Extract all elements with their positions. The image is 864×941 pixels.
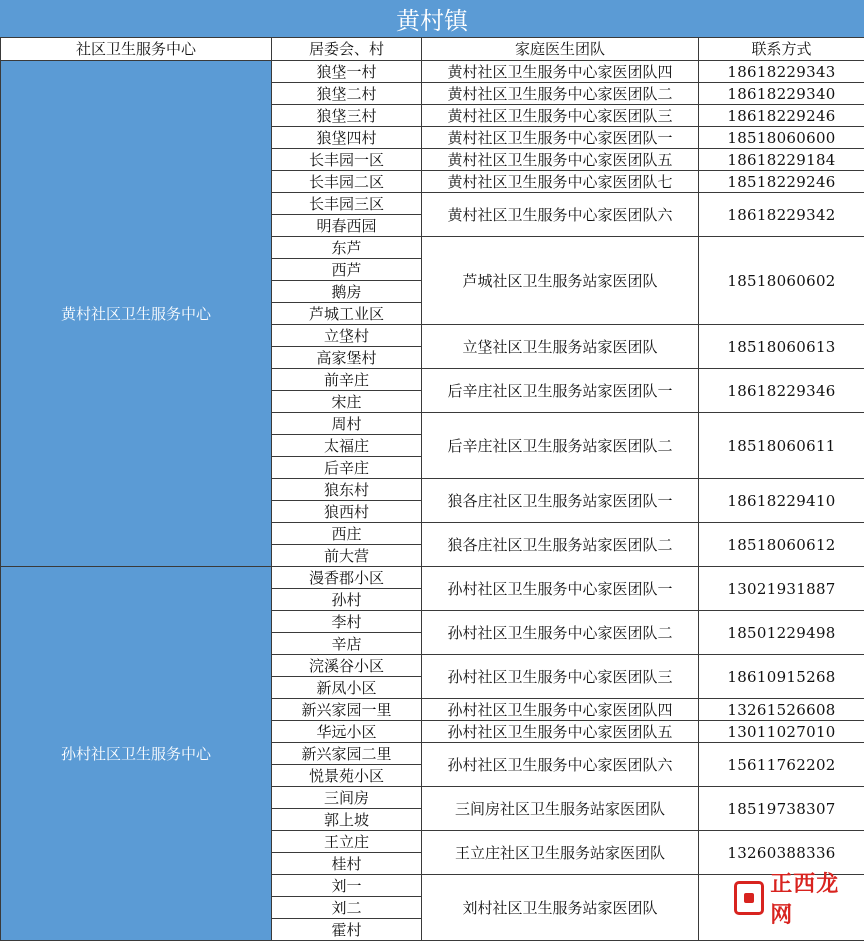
- team-cell: 后辛庄社区卫生服务站家医团队一: [422, 369, 699, 413]
- phone-cell: 13261526608: [699, 699, 864, 721]
- village-cell: 鹅房: [272, 281, 422, 303]
- village-cell: 明春西园: [272, 215, 422, 237]
- village-cell: 刘一: [272, 875, 422, 897]
- village-cell: 刘二: [272, 897, 422, 919]
- phone-cell: 18610915268: [699, 655, 864, 699]
- village-cell: 新凤小区: [272, 677, 422, 699]
- village-cell: 桂村: [272, 853, 422, 875]
- phone-cell: 13260388336: [699, 831, 864, 875]
- team-cell: 芦城社区卫生服务站家医团队: [422, 237, 699, 325]
- village-cell: 狼垡一村: [272, 61, 422, 83]
- team-cell: 黄村社区卫生服务中心家医团队七: [422, 171, 699, 193]
- village-cell: 高家堡村: [272, 347, 422, 369]
- phone-cell: 18618229184: [699, 149, 864, 171]
- team-cell: 王立庄社区卫生服务站家医团队: [422, 831, 699, 875]
- team-cell: 黄村社区卫生服务中心家医团队四: [422, 61, 699, 83]
- phone-cell: 18618229340: [699, 83, 864, 105]
- phone-cell: 18518060602: [699, 237, 864, 325]
- phone-cell: 18519738307: [699, 787, 864, 831]
- watermark-text: 正西龙网: [770, 867, 850, 929]
- table-row: [1, 61, 864, 83]
- team-cell: 狼各庄社区卫生服务站家医团队一: [422, 479, 699, 523]
- village-cell: 长丰园三区: [272, 193, 422, 215]
- phone-cell: 18618229346: [699, 369, 864, 413]
- team-cell: 黄村社区卫生服务中心家医团队六: [422, 193, 699, 237]
- village-cell: 宋庄: [272, 391, 422, 413]
- village-cell: 西庄: [272, 523, 422, 545]
- logo-box-icon: [734, 881, 764, 915]
- center-name-cell: 孙村社区卫生服务中心: [1, 567, 272, 941]
- village-cell: 三间房: [272, 787, 422, 809]
- team-cell: 后辛庄社区卫生服务站家医团队二: [422, 413, 699, 479]
- col-header-center: 社区卫生服务中心: [1, 38, 272, 61]
- table-row: [1, 567, 864, 589]
- phone-cell: 18518060612: [699, 523, 864, 567]
- team-cell: 刘村社区卫生服务站家医团队: [422, 875, 699, 941]
- village-cell: 长丰园二区: [272, 171, 422, 193]
- phone-cell: 18618229343: [699, 61, 864, 83]
- village-cell: 西芦: [272, 259, 422, 281]
- village-cell: 郭上坡: [272, 809, 422, 831]
- phone-cell: 13011027010: [699, 721, 864, 743]
- village-cell: 辛店: [272, 633, 422, 655]
- team-cell: 黄村社区卫生服务中心家医团队三: [422, 105, 699, 127]
- phone-cell: 18501229498: [699, 611, 864, 655]
- phone-cell: 18618229246: [699, 105, 864, 127]
- watermark-logo: [734, 878, 850, 918]
- village-cell: 狼垡四村: [272, 127, 422, 149]
- team-cell: 狼各庄社区卫生服务站家医团队二: [422, 523, 699, 567]
- village-cell: 浣溪谷小区: [272, 655, 422, 677]
- village-cell: 李村: [272, 611, 422, 633]
- phone-cell: 18618229410: [699, 479, 864, 523]
- village-cell: 新兴家园一里: [272, 699, 422, 721]
- village-cell: 王立庄: [272, 831, 422, 853]
- col-header-team: 家庭医生团队: [422, 38, 699, 61]
- service-table: [0, 37, 864, 941]
- team-cell: 孙村社区卫生服务中心家医团队四: [422, 699, 699, 721]
- village-cell: 太福庄: [272, 435, 422, 457]
- village-cell: 华远小区: [272, 721, 422, 743]
- team-cell: 黄村社区卫生服务中心家医团队五: [422, 149, 699, 171]
- village-cell: 狼垡三村: [272, 105, 422, 127]
- village-cell: 新兴家园二里: [272, 743, 422, 765]
- village-cell: 狼东村: [272, 479, 422, 501]
- village-cell: 周村: [272, 413, 422, 435]
- village-cell: 前大营: [272, 545, 422, 567]
- phone-cell: 18518060611: [699, 413, 864, 479]
- team-cell: 孙村社区卫生服务中心家医团队二: [422, 611, 699, 655]
- village-cell: 悦景苑小区: [272, 765, 422, 787]
- phone-cell: 18618229342: [699, 193, 864, 237]
- village-cell: 长丰园一区: [272, 149, 422, 171]
- village-cell: 东芦: [272, 237, 422, 259]
- village-cell: 狼西村: [272, 501, 422, 523]
- team-cell: 立垡社区卫生服务站家医团队: [422, 325, 699, 369]
- village-cell: 漫香郡小区: [272, 567, 422, 589]
- team-cell: 黄村社区卫生服务中心家医团队二: [422, 83, 699, 105]
- col-header-phone: 联系方式: [699, 38, 864, 61]
- village-cell: 孙村: [272, 589, 422, 611]
- team-cell: 三间房社区卫生服务站家医团队: [422, 787, 699, 831]
- phone-cell: 18518060613: [699, 325, 864, 369]
- village-cell: 狼垡二村: [272, 83, 422, 105]
- village-cell: 霍村: [272, 919, 422, 941]
- col-header-village: 居委会、村: [272, 38, 422, 61]
- team-cell: 孙村社区卫生服务中心家医团队五: [422, 721, 699, 743]
- team-cell: 孙村社区卫生服务中心家医团队三: [422, 655, 699, 699]
- phone-cell: 18518229246: [699, 171, 864, 193]
- village-cell: 前辛庄: [272, 369, 422, 391]
- team-cell: 孙村社区卫生服务中心家医团队一: [422, 567, 699, 611]
- center-name-cell: 黄村社区卫生服务中心: [1, 61, 272, 567]
- village-cell: 芦城工业区: [272, 303, 422, 325]
- page-title: 黄村镇: [0, 0, 864, 38]
- phone-cell: 13021931887: [699, 567, 864, 611]
- team-cell: 黄村社区卫生服务中心家医团队一: [422, 127, 699, 149]
- phone-cell: 15611762202: [699, 743, 864, 787]
- village-cell: 后辛庄: [272, 457, 422, 479]
- phone-cell: 18518060600: [699, 127, 864, 149]
- team-cell: 孙村社区卫生服务中心家医团队六: [422, 743, 699, 787]
- header-row: [1, 38, 864, 61]
- village-cell: 立垡村: [272, 325, 422, 347]
